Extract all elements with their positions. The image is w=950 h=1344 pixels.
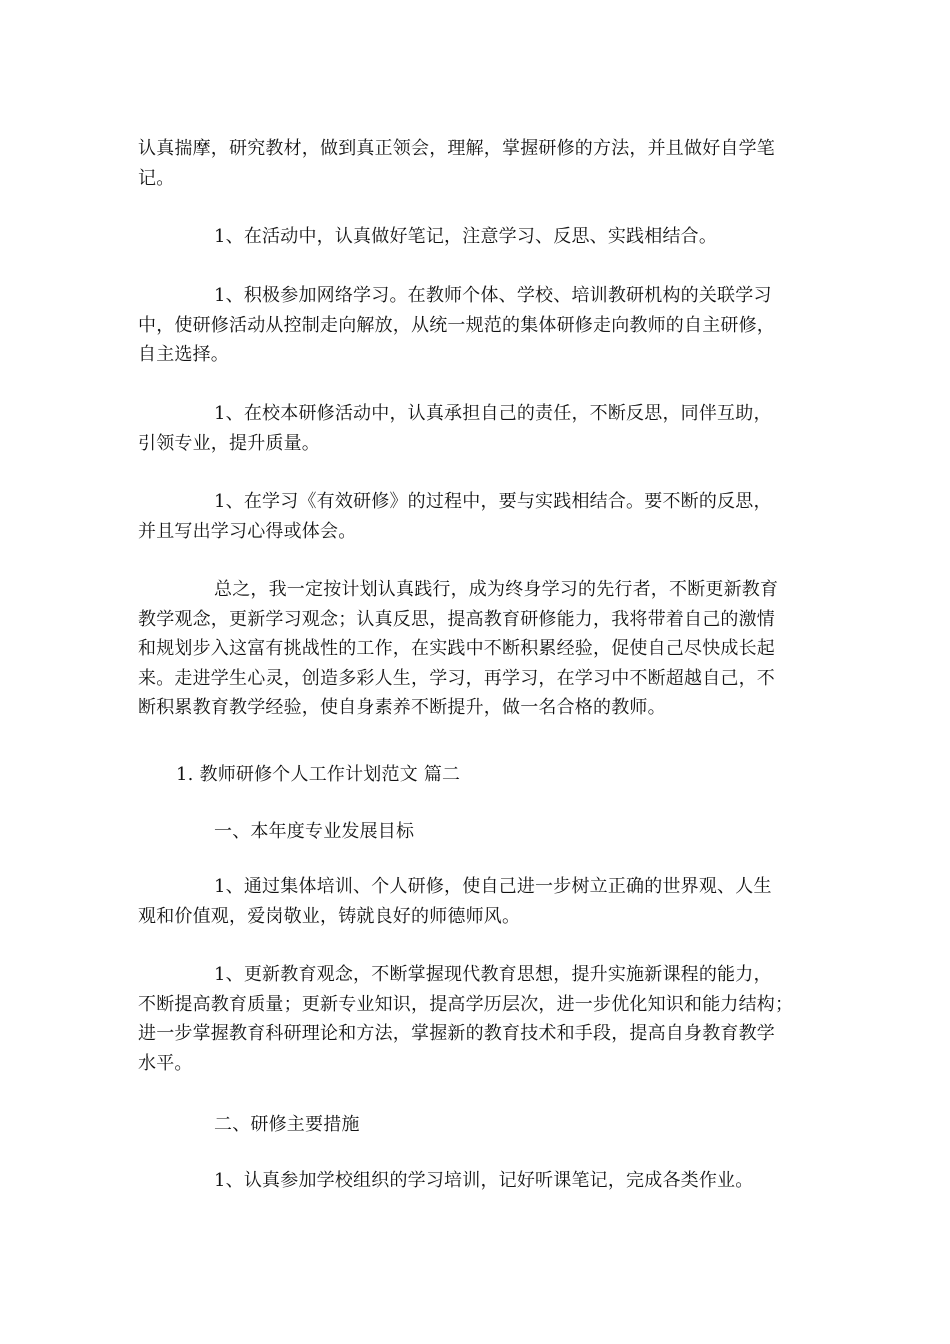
text-line: 1、通过集体培训、个人研修，使自己进一步树立正确的世界观、人生 [214,876,772,897]
text-line: 1、积极参加网络学习。在教师个体、学校、培训教研机构的关联学习 [214,285,772,306]
text-line: 1、在校本研修活动中，认真承担自己的责任，不断反思，同伴互助， [214,403,772,424]
paragraph-summary [138,575,818,723]
text-line: 中，使研修活动从控制走向解放，从统一规范的集体研修走向教师的自主研修， [138,314,775,336]
heading-text: 1. 教师研修个人工作计划范文 篇二 [176,764,461,785]
text-line: 和规划步入这富有挑战性的工作，在实践中不断积累经验，促使自己尽快成长起 [138,638,775,659]
text-line: 观和价值观，爱岗敬业，铸就良好的师德师风。 [138,905,521,927]
text-line: 1、认真参加学校组织的学习培训，记好听课笔记，完成各类作业。 [214,1170,754,1191]
text-line: 记。 [138,167,175,189]
paragraph-activity-notes [138,222,818,252]
heading-main-measures [138,1110,818,1140]
text-line: 并且写出学习心得或体会。 [138,520,357,542]
heading-text: 一、本年度专业发展目标 [214,821,415,842]
text-line: 进一步掌握教育科研理论和方法，掌握新的教育技术和手段，提高自身教育教学 [138,1023,775,1044]
text-line: 总之，我一定按计划认真践行，成为终身学习的先行者，不断更新教育 [214,579,779,600]
paragraph-goal-education [138,960,818,1078]
paragraph-online-learning [138,281,818,370]
paragraph-goal-worldview [138,872,818,931]
heading-text: 二、研修主要措施 [214,1114,360,1135]
paragraph-effective-research [138,487,818,546]
text-line: 1、更新教育观念，不断掌握现代教育思想，提升实施新课程的能力， [214,964,772,985]
text-line: 教学观念，更新学习观念；认真反思，提高教育研修能力，我将带着自己的激情 [138,608,775,630]
paragraph-measure-training [138,1166,818,1196]
text-line: 来。走进学生心灵，创造多彩人生，学习，再学习，在学习中不断超越自己，不 [138,667,775,689]
heading-annual-goals [138,817,818,847]
text-line: 自主选择。 [138,344,229,365]
paragraph-study-notes [138,134,818,193]
text-line: 认真揣摩，研究教材，做到真正领会，理解，掌握研修的方法，并且做好自学笔 [138,138,775,159]
section-heading-part-two [138,760,818,790]
text-line: 1、在活动中，认真做好笔记，注意学习、反思、实践相结合。 [214,226,718,247]
paragraph-school-research [138,399,818,458]
text-line: 水平。 [138,1052,193,1074]
text-line: 断积累教育教学经验，使自身素养不断提升，做一名合格的教师。 [138,697,666,718]
text-line: 引领专业，提升质量。 [138,432,320,454]
text-line: 1、在学习《有效研修》的过程中，要与实践相结合。要不断的反思， [214,491,772,512]
text-line: 不断提高教育质量；更新专业知识，提高学历层次，进一步优化知识和能力结构； [138,993,794,1015]
